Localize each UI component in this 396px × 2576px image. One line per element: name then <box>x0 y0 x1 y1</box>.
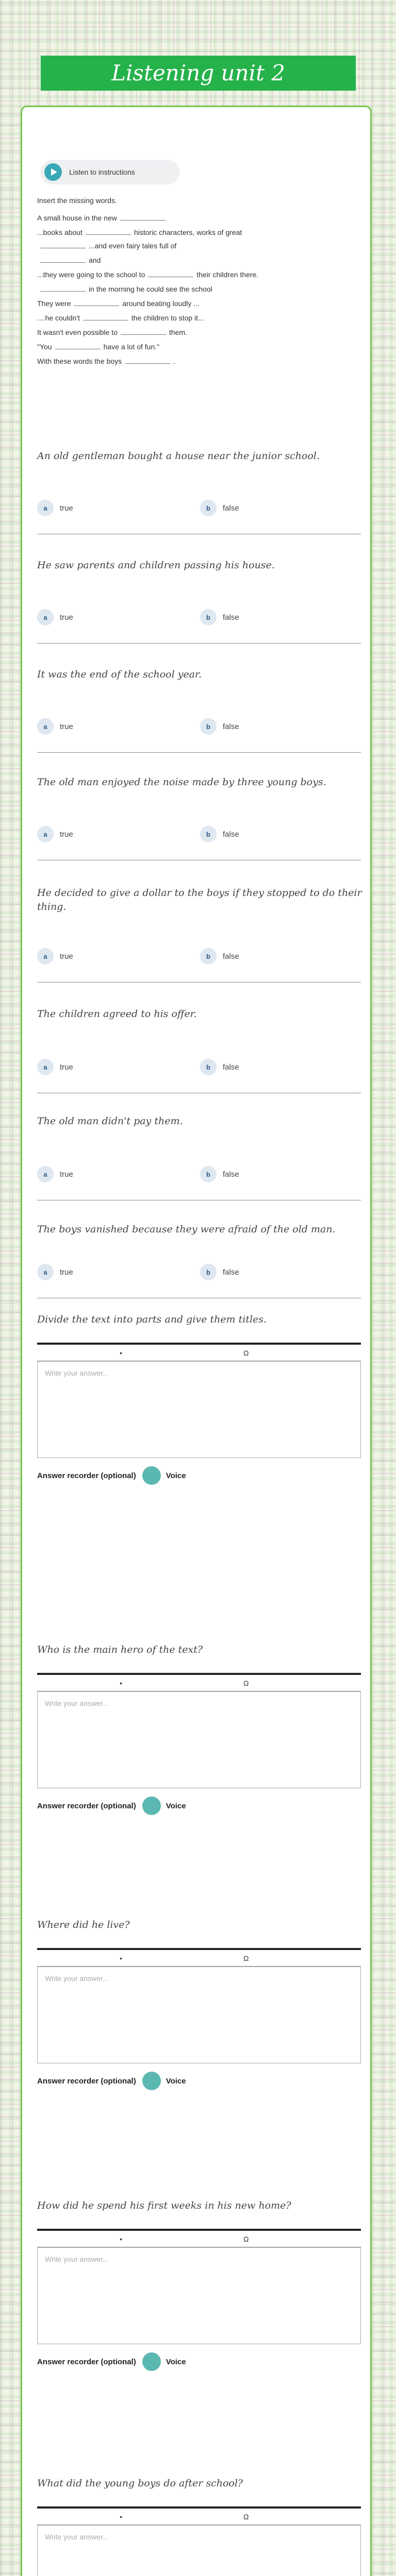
answer-textarea[interactable] <box>37 1967 361 2063</box>
option-true[interactable] <box>37 1264 73 1280</box>
answer-textarea[interactable] <box>37 2525 361 2576</box>
fill-line <box>37 240 176 251</box>
fill-line <box>37 255 101 266</box>
tf-options-row <box>37 826 361 849</box>
option-false[interactable] <box>200 500 239 516</box>
fill-line <box>37 269 258 280</box>
answer-toolbar <box>37 1673 361 1691</box>
option-b-badge: b <box>200 718 217 735</box>
fill-line <box>37 355 175 367</box>
option-true-label: true <box>60 829 73 839</box>
option-false-label: false <box>223 1267 239 1277</box>
option-b-badge: b <box>200 1059 217 1075</box>
fill-line-before: ...they were going to the school to <box>37 270 145 279</box>
option-true[interactable] <box>37 500 73 516</box>
option-b-badge: b <box>200 1264 217 1280</box>
tf-question-text: The children agreed to his offer. <box>37 1008 197 1020</box>
option-false[interactable] <box>200 1264 239 1280</box>
record-button[interactable] <box>142 2072 161 2090</box>
fill-line <box>37 312 204 324</box>
tf-question-text: The old man didn't pay them. <box>37 1115 183 1127</box>
option-true[interactable] <box>37 948 73 964</box>
open-question-text: Where did he live? <box>37 1919 130 1930</box>
option-a-badge: a <box>37 826 54 842</box>
recorder-voice-label: Voice <box>166 2076 186 2086</box>
tf-options-row <box>37 1059 361 1081</box>
recorder-label: Answer recorder (optional) <box>37 1801 136 1810</box>
option-a-badge: a <box>37 1264 54 1280</box>
bullet-icon[interactable]: • <box>120 1679 122 1687</box>
fill-line <box>37 327 187 338</box>
option-a-badge: a <box>37 948 54 964</box>
fill-line <box>37 298 200 309</box>
fill-line-after: their children there. <box>196 270 259 279</box>
answer-textarea[interactable] <box>37 1361 361 1458</box>
option-b-badge: b <box>200 1166 217 1182</box>
fill-line <box>37 212 169 224</box>
fill-gap-input[interactable] <box>74 298 119 306</box>
option-false-label: false <box>223 829 239 839</box>
fill-gap-input[interactable] <box>86 227 131 235</box>
fill-gap-input[interactable] <box>121 327 166 335</box>
play-icon <box>44 163 62 181</box>
omega-icon[interactable]: Ω <box>243 2235 249 2243</box>
answer-textarea[interactable] <box>37 2247 361 2344</box>
record-button[interactable] <box>142 1797 161 1815</box>
fill-line-after: have a lot of fun." <box>103 343 160 351</box>
fill-line-before: ...books about <box>37 228 82 236</box>
option-a-badge: a <box>37 500 54 516</box>
bullet-icon[interactable]: • <box>120 1954 122 1962</box>
answer-recorder <box>37 2071 243 2091</box>
option-false[interactable] <box>200 718 239 735</box>
option-a-badge: a <box>37 1059 54 1075</box>
option-true-label: true <box>60 503 73 513</box>
recorder-voice-label: Voice <box>166 1471 186 1480</box>
answer-toolbar <box>37 1948 361 1967</box>
listen-to-instructions-button[interactable] <box>40 160 179 184</box>
recorder-label: Answer recorder (optional) <box>37 2076 136 2086</box>
option-true-label: true <box>60 1170 73 1179</box>
record-button[interactable] <box>142 1466 161 1485</box>
fill-line-after: the children to stop it... <box>131 314 204 322</box>
option-b-badge: b <box>200 500 217 516</box>
tf-options-row <box>37 1166 361 1189</box>
tf-question-text: It was the end of the school year. <box>37 669 202 680</box>
fill-line-before: They were <box>37 299 71 308</box>
answer-placeholder: Write your answer... <box>45 1699 109 1707</box>
open-question-text: Divide the text into parts and give them titles. <box>37 1314 267 1325</box>
recorder-label: Answer recorder (optional) <box>37 1471 136 1480</box>
tf-question-text: The boys vanished because they were afraid of the old man. <box>37 1224 336 1235</box>
fill-gap-input[interactable] <box>40 240 86 248</box>
option-true[interactable] <box>37 609 73 625</box>
tf-options-row <box>37 718 361 741</box>
fill-gap-input[interactable] <box>120 212 166 221</box>
fill-line-before: ....he couldn't <box>37 314 80 322</box>
recorder-voice-label: Voice <box>166 2357 186 2366</box>
tf-question-text: He decided to give a dollar to the boys if they stopped to do their thing. <box>37 887 362 912</box>
answer-toolbar <box>37 1343 361 1361</box>
omega-icon[interactable]: Ω <box>243 1349 249 1357</box>
record-button[interactable] <box>142 2352 161 2371</box>
omega-icon[interactable]: Ω <box>243 1679 249 1687</box>
answer-placeholder: Write your answer... <box>45 2255 109 2263</box>
option-false-label: false <box>223 952 239 961</box>
open-question-text: Who is the main hero of the text? <box>37 1644 203 1655</box>
omega-icon[interactable]: Ω <box>243 2513 249 2521</box>
option-false[interactable] <box>200 948 239 964</box>
option-false[interactable] <box>200 826 239 842</box>
worksheet-title: Listening unit 2 <box>41 56 356 91</box>
recorder-label: Answer recorder (optional) <box>37 2357 136 2366</box>
fill-line-after: historic characters, works of great <box>134 228 242 236</box>
bullet-icon[interactable]: • <box>120 2235 122 2243</box>
fill-line-before: It wasn't even possible to <box>37 328 118 336</box>
fill-line-after: . <box>173 357 176 365</box>
option-true-label: true <box>60 722 73 731</box>
option-a-badge: a <box>37 1166 54 1182</box>
fill-gap-input[interactable] <box>40 255 86 263</box>
option-false[interactable] <box>200 1166 239 1182</box>
answer-toolbar <box>37 2506 361 2525</box>
answer-toolbar <box>37 2229 361 2247</box>
option-b-badge: b <box>200 826 217 842</box>
option-false-label: false <box>223 1170 239 1179</box>
answer-recorder <box>37 1465 243 1486</box>
answer-recorder <box>37 1795 243 1816</box>
tf-options-row <box>37 948 361 971</box>
listen-label: Listen to instructions <box>69 168 135 176</box>
tf-question-text: The old man enjoyed the noise made by three young boys. <box>37 776 326 788</box>
tf-options-row <box>37 1264 361 1286</box>
tf-options-row <box>37 500 361 522</box>
option-true-label: true <box>60 952 73 961</box>
option-false-label: false <box>223 722 239 731</box>
option-false-label: false <box>223 1062 239 1072</box>
answer-recorder <box>37 2351 243 2372</box>
fill-line-before: "You <box>37 343 52 351</box>
fill-line-before: A small house in the new <box>37 214 117 222</box>
fill-line <box>37 283 212 295</box>
fill-line-after: around beating loudly ... <box>122 299 200 308</box>
option-true-label: true <box>60 1267 73 1277</box>
option-false-label: false <box>223 613 239 622</box>
fill-gap-input[interactable] <box>83 312 128 320</box>
question-divider <box>37 752 361 753</box>
recorder-voice-label: Voice <box>166 1801 186 1810</box>
option-true[interactable] <box>37 1059 73 1075</box>
option-true-label: true <box>60 613 73 622</box>
tf-question-text: An old gentleman bought a house near the junior school. <box>37 450 320 462</box>
option-b-badge: b <box>200 609 217 625</box>
fill-line-after: in the morning he could see the school <box>89 285 212 293</box>
fill-line <box>37 227 242 238</box>
fill-line-after: and <box>89 256 101 264</box>
answer-textarea[interactable] <box>37 1691 361 1788</box>
option-true[interactable] <box>37 718 73 735</box>
answer-placeholder: Write your answer... <box>45 2533 109 2541</box>
option-b-badge: b <box>200 948 217 964</box>
option-true-label: true <box>60 1062 73 1072</box>
omega-icon[interactable]: Ω <box>243 1954 249 1962</box>
fill-gap-input[interactable] <box>55 341 101 349</box>
option-true[interactable] <box>37 1166 73 1182</box>
fill-line-after: ...and even fairy tales full of <box>89 242 177 250</box>
bullet-icon[interactable]: • <box>120 2513 122 2521</box>
tf-question-text: He saw parents and children passing his house. <box>37 560 275 571</box>
option-false[interactable] <box>200 1059 239 1075</box>
fill-line-before: With these words the boys <box>37 357 122 365</box>
option-a-badge: a <box>37 609 54 625</box>
bullet-icon[interactable]: • <box>120 1349 122 1357</box>
option-false[interactable] <box>200 609 239 625</box>
answer-placeholder: Write your answer... <box>45 1974 109 1982</box>
fill-gap-input[interactable] <box>148 269 193 277</box>
fill-line <box>37 341 159 352</box>
open-question-text: How did he spend his first weeks in his new home? <box>37 2200 291 2211</box>
answer-placeholder: Write your answer... <box>45 1369 109 1377</box>
option-true[interactable] <box>37 826 73 842</box>
tf-options-row <box>37 609 361 632</box>
fill-gap-input[interactable] <box>125 355 170 364</box>
option-false-label: false <box>223 503 239 513</box>
fill-gap-input[interactable] <box>40 283 86 292</box>
option-a-badge: a <box>37 718 54 735</box>
fill-line-after: them. <box>169 328 187 336</box>
instructions-text: Insert the missing words. <box>37 196 117 205</box>
open-question-text: What did the young boys do after school? <box>37 2478 243 2489</box>
